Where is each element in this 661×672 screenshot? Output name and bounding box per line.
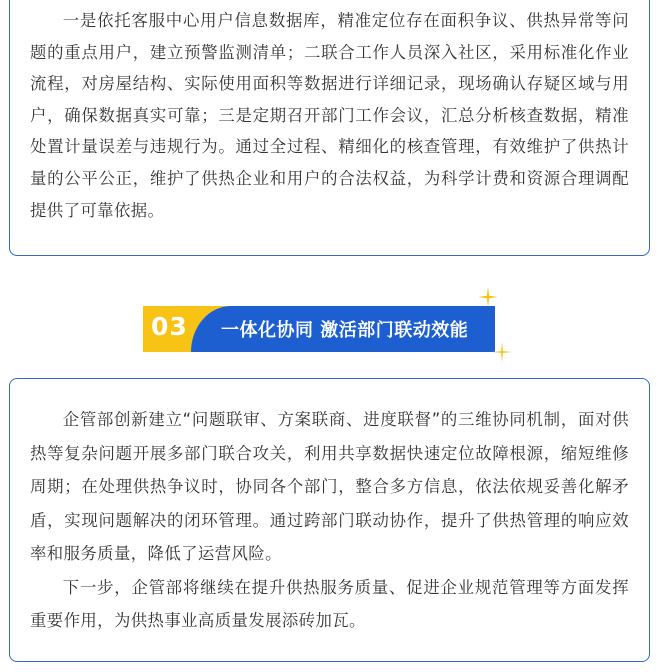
section-header-banner <box>143 306 495 352</box>
sparkle-decoration-icon <box>490 340 514 364</box>
content-panel-bottom <box>9 378 650 662</box>
paragraph-verification-measures: 一是依托客服中心用户信息数据库，精准定位存在面积争议、供热异常等问题的重点用户，建立预警监测清单；二联合工作人员深入社区，采用标准化作业流程，对房屋结构、实际使用面积等数据进行详细记录，现场确认存疑区域与用户，确保数据真实可靠；三是定期召开部门工作会议，汇总分析核查数据，精准处置计量误差与违规行为。通过全过程、精细化的核查管理，有效维护了供热计量的公平公正，维护了供热企业和用户的合法权益，为科学计费和资源合理调配提供了可靠依据。 <box>30 11 629 220</box>
section-number: 03 <box>151 312 188 341</box>
paragraph-next-steps: 下一步，企管部将继续在提升供热服务质量、促进企业规范管理等方面发挥重要作用，为供热事业高质量发展添砖加瓦。 <box>30 577 629 630</box>
content-panel-top <box>9 0 650 256</box>
section-title: 一体化协同 激活部门联动效能 <box>221 320 469 341</box>
paragraph-collaboration-mechanism: 企管部创新建立“问题联审、方案联商、进度联督”的三维协同机制，面对供热等复杂问题开展多部门联合攻关，利用共享数据快速定位故障根源，缩短维修周期；在处理供热争议时，协同各个部门，整合多方信息，依法依规妥善化解矛盾，实现问题解决的闭环管理。通过跨部门联动协作，提升了供热管理的响应效率和服务质量，降低了运营风险。 <box>30 410 629 563</box>
